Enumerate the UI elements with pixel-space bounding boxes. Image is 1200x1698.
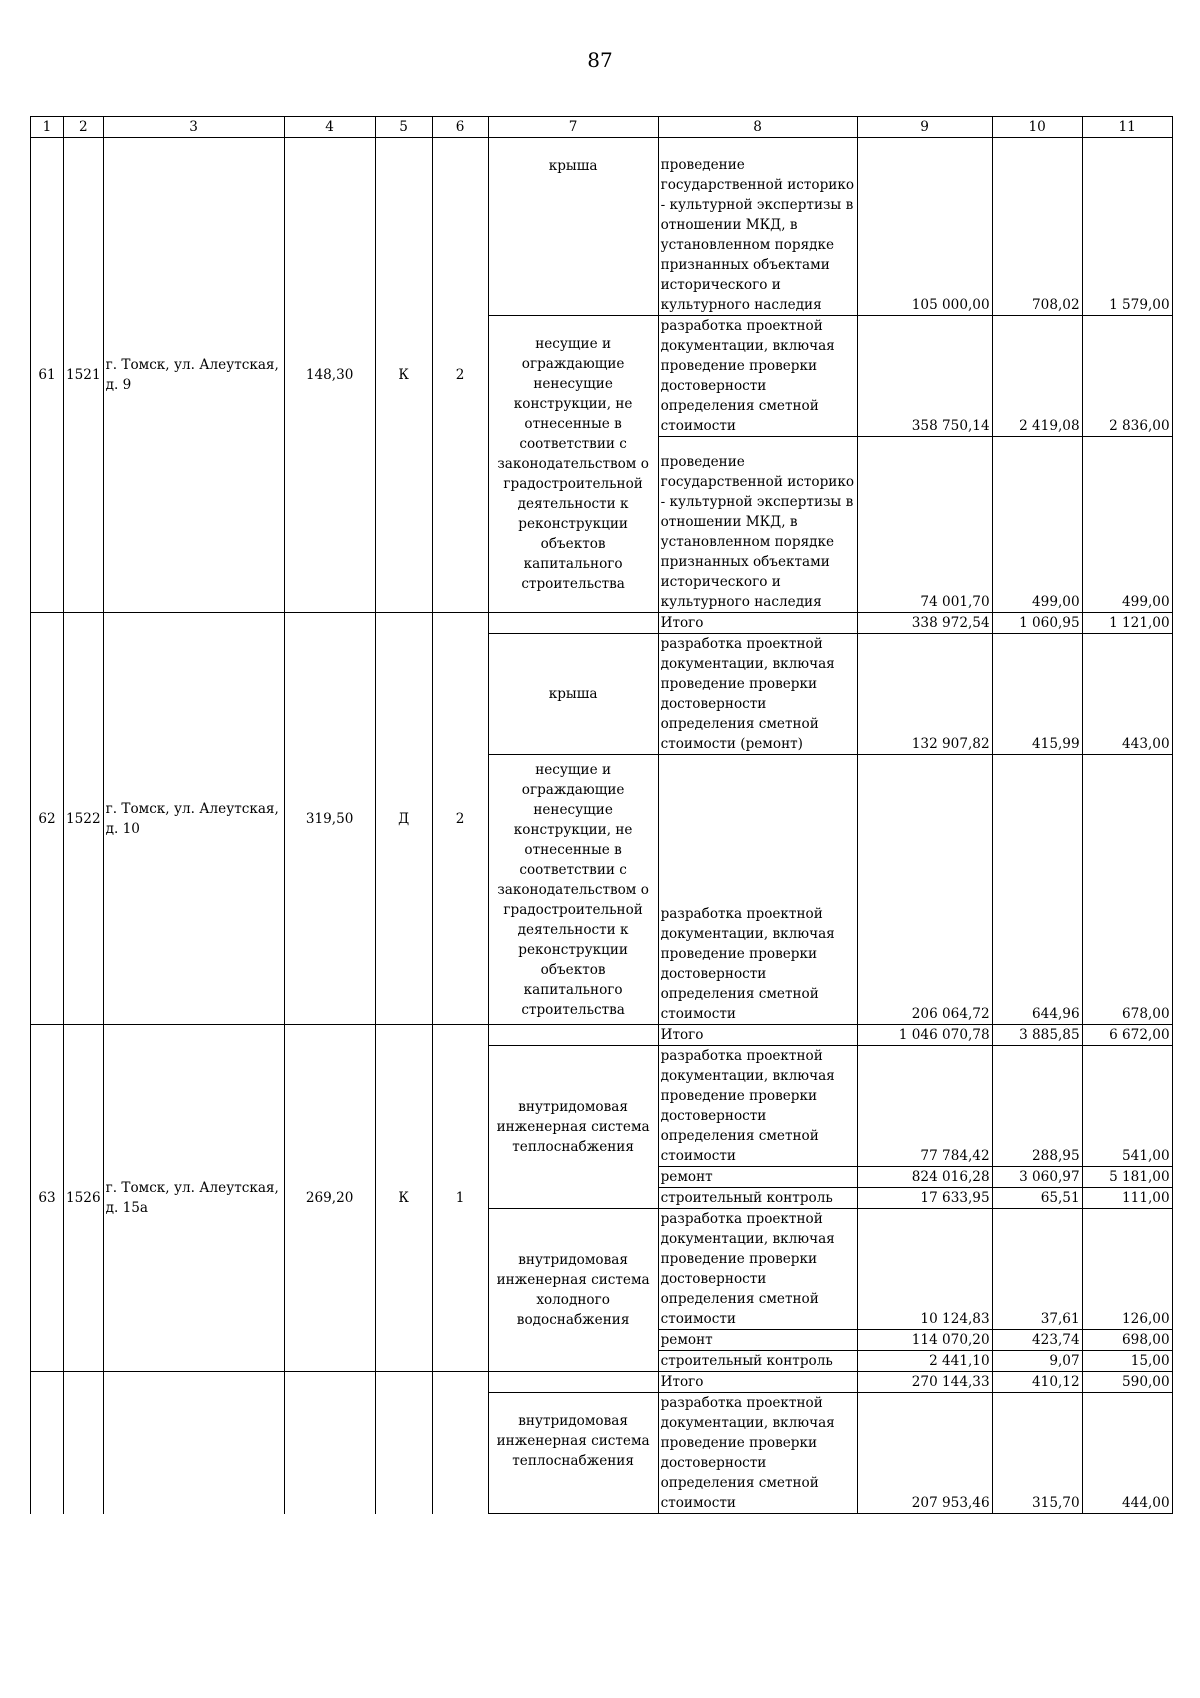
cost: 207 953,46 [857, 1393, 992, 1514]
area: 148,30 [284, 138, 375, 613]
col-6: 2 [432, 138, 488, 613]
work-type: разработка проектной документации, включая проведение проверки достоверности определения сметной стоимости (ремонт) [658, 634, 857, 755]
col-6: 1 [432, 1025, 488, 1372]
unit-cost: 644,96 [992, 755, 1082, 1025]
max-unit-cost: 678,00 [1082, 755, 1172, 1025]
max-unit-cost: 2 836,00 [1082, 316, 1172, 437]
total-row [31, 1025, 1173, 1046]
category: К [375, 1025, 432, 1372]
page-number: 87 [587, 48, 613, 72]
max-unit-cost: 499,00 [1082, 437, 1172, 613]
address: г. Томск, ул. Алеутская, д. 10 [103, 613, 284, 1025]
cost: 105 000,00 [857, 138, 992, 316]
work-type: разработка проектной документации, включая проведение проверки достоверности определения сметной стоимости [658, 1209, 857, 1330]
total-cost: 270 144,33 [857, 1372, 992, 1393]
element-name: крыша [488, 634, 658, 755]
house-id: 1522 [64, 613, 104, 1025]
element-name: внутридомовая инженерная система холодного водоснабжения [488, 1209, 658, 1372]
address: г. Томск, ул. Алеутская, д. 9 [103, 138, 284, 613]
unit-cost: 2 419,08 [992, 316, 1082, 437]
max-unit-cost: 698,00 [1082, 1330, 1172, 1351]
category: К [375, 138, 432, 613]
row-number: 61 [31, 138, 64, 613]
cost: 10 124,83 [857, 1209, 992, 1330]
header-row [31, 117, 1173, 138]
row-number: 63 [31, 1025, 64, 1372]
max-unit-cost: 541,00 [1082, 1046, 1172, 1167]
total-unit-cost: 410,12 [992, 1372, 1082, 1393]
area: 269,20 [284, 1025, 375, 1372]
unit-cost: 315,70 [992, 1393, 1082, 1514]
max-unit-cost: 5 181,00 [1082, 1167, 1172, 1188]
header-cell: 11 [1082, 117, 1172, 138]
area: 319,50 [284, 613, 375, 1025]
cost: 358 750,14 [857, 316, 992, 437]
cost: 206 064,72 [857, 755, 992, 1025]
repair-schedule-table [30, 116, 1173, 1514]
unit-cost: 415,99 [992, 634, 1082, 755]
max-unit-cost: 126,00 [1082, 1209, 1172, 1330]
table-row [31, 138, 1173, 316]
header-cell: 4 [284, 117, 375, 138]
header-cell: 9 [857, 117, 992, 138]
house-id: 1526 [64, 1025, 104, 1372]
element-name: внутридомовая инженерная система теплоснабжения [488, 1393, 658, 1514]
unit-cost: 288,95 [992, 1046, 1082, 1167]
header-cell: 1 [31, 117, 64, 138]
address-empty [103, 1372, 284, 1514]
cost: 17 633,95 [857, 1188, 992, 1209]
work-type: ремонт [658, 1167, 857, 1188]
work-type: разработка проектной документации, включая проведение проверки достоверности определения сметной стоимости [658, 755, 857, 1025]
element-name: крыша [488, 138, 658, 316]
element-name: внутридомовая инженерная система теплоснабжения [488, 1046, 658, 1209]
total-cost: 1 046 070,78 [857, 1025, 992, 1046]
cost: 77 784,42 [857, 1046, 992, 1167]
total-label: Итого [658, 613, 857, 634]
max-unit-cost: 444,00 [1082, 1393, 1172, 1514]
max-unit-cost: 1 579,00 [1082, 138, 1172, 316]
unit-cost: 37,61 [992, 1209, 1082, 1330]
max-unit-cost: 443,00 [1082, 634, 1172, 755]
element-name-empty [488, 1025, 658, 1046]
total-cost: 338 972,54 [857, 613, 992, 634]
max-unit-cost: 15,00 [1082, 1351, 1172, 1372]
work-type: ремонт [658, 1330, 857, 1351]
col-6: 2 [432, 613, 488, 1025]
work-type: строительный контроль [658, 1351, 857, 1372]
header-cell: 10 [992, 117, 1082, 138]
row-number: 62 [31, 613, 64, 1025]
address: г. Томск, ул. Алеутская, д. 15а [103, 1025, 284, 1372]
col-6-empty [432, 1372, 488, 1514]
work-type: разработка проектной документации, включая проведение проверки достоверности определения сметной стоимости [658, 316, 857, 437]
total-max-unit-cost: 590,00 [1082, 1372, 1172, 1393]
total-unit-cost: 1 060,95 [992, 613, 1082, 634]
category-empty [375, 1372, 432, 1514]
element-name: несущие и ограждающие ненесущие конструкции, не отнесенные в соответствии с законодательством о градостроительной деятельности к реконструкции объектов капитального строительства [488, 755, 658, 1025]
cost: 114 070,20 [857, 1330, 992, 1351]
total-unit-cost: 3 885,85 [992, 1025, 1082, 1046]
cost: 824 016,28 [857, 1167, 992, 1188]
total-row [31, 1372, 1173, 1393]
total-label: Итого [658, 1372, 857, 1393]
element-name: несущие и ограждающие ненесущие конструкции, не отнесенные в соответствии с законодательством о градостроительной деятельности к реконструкции объектов капитального строительства [488, 316, 658, 613]
header-cell: 6 [432, 117, 488, 138]
unit-cost: 708,02 [992, 138, 1082, 316]
unit-cost: 423,74 [992, 1330, 1082, 1351]
work-type: проведение государственной историко - культурной экспертизы в отношении МКД, в установленном порядке признанных объектами исторического и культурного наследия [658, 138, 857, 316]
max-unit-cost: 111,00 [1082, 1188, 1172, 1209]
work-type: проведение государственной историко - культурной экспертизы в отношении МКД, в установленном порядке признанных объектами исторического и культурного наследия [658, 437, 857, 613]
work-type: разработка проектной документации, включая проведение проверки достоверности определения сметной стоимости [658, 1046, 857, 1167]
area-empty [284, 1372, 375, 1514]
row-number-empty [31, 1372, 64, 1514]
header-cell: 3 [103, 117, 284, 138]
house-id: 1521 [64, 138, 104, 613]
total-max-unit-cost: 1 121,00 [1082, 613, 1172, 634]
element-name-empty [488, 613, 658, 634]
total-label: Итого [658, 1025, 857, 1046]
unit-cost: 65,51 [992, 1188, 1082, 1209]
work-type: строительный контроль [658, 1188, 857, 1209]
unit-cost: 9,07 [992, 1351, 1082, 1372]
element-name-empty [488, 1372, 658, 1393]
header-cell: 2 [64, 117, 104, 138]
header-cell: 7 [488, 117, 658, 138]
cost: 2 441,10 [857, 1351, 992, 1372]
work-type: разработка проектной документации, включая проведение проверки достоверности определения сметной стоимости [658, 1393, 857, 1514]
total-row [31, 613, 1173, 634]
header-cell: 5 [375, 117, 432, 138]
cost: 74 001,70 [857, 437, 992, 613]
unit-cost: 499,00 [992, 437, 1082, 613]
house-id-empty [64, 1372, 104, 1514]
total-max-unit-cost: 6 672,00 [1082, 1025, 1172, 1046]
category: Д [375, 613, 432, 1025]
header-cell: 8 [658, 117, 857, 138]
cost: 132 907,82 [857, 634, 992, 755]
unit-cost: 3 060,97 [992, 1167, 1082, 1188]
